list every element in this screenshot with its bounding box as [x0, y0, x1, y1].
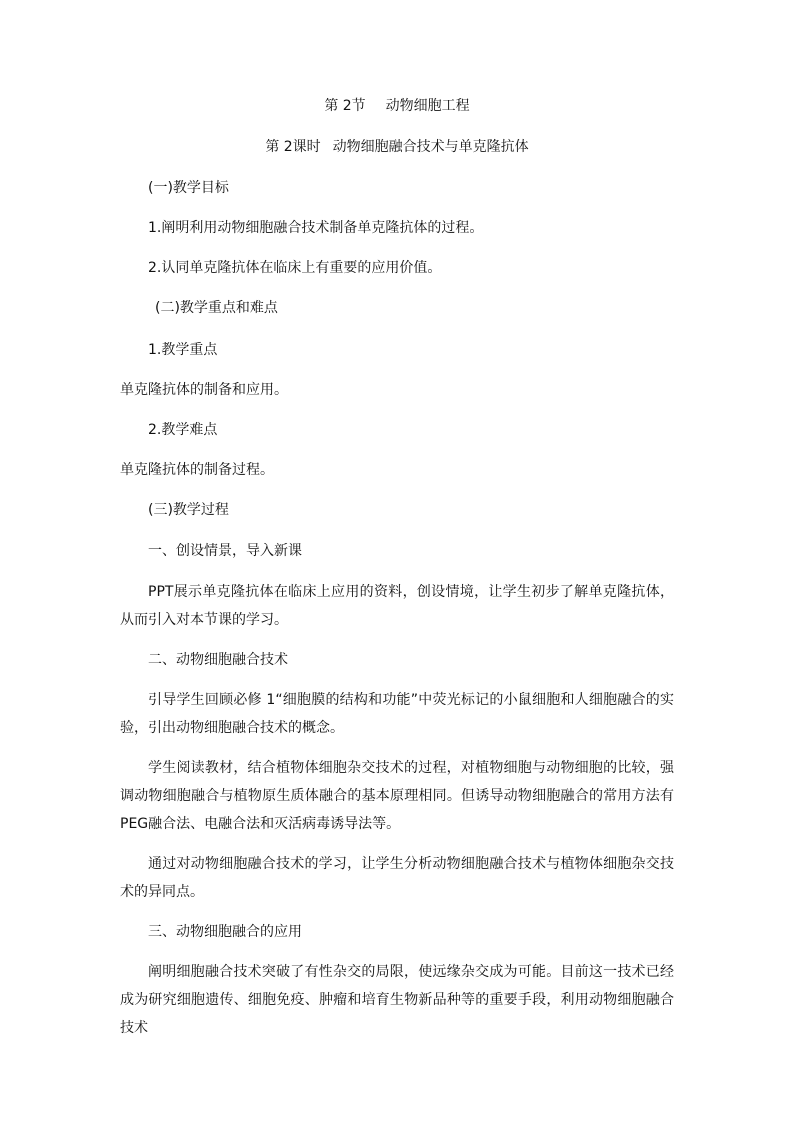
lesson-title [0, 137, 794, 157]
objective-2: 2.认同单克隆抗体在临床上有重要的应用价值。 [148, 260, 442, 276]
key-point-heading-1: 1.教学重点 [148, 342, 218, 358]
step-3-heading: 三、动物细胞融合的应用 [148, 924, 302, 940]
key-point-heading-2: 2.教学难点 [148, 422, 218, 438]
objective-1: 1.阐明利用动物细胞融合技术制备单克隆抗体的过程。 [148, 220, 484, 236]
heading-key-points: (二)教学重点和难点 [155, 300, 278, 316]
heading-objectives: (一)教学目标 [148, 180, 229, 196]
step-2-paragraph-1: 引导学生回顾必修 1“细胞膜的结构和功能”中荧光标记的小鼠细胞和人细胞融合的实验，引出动物细胞融合技术的概念。 [120, 692, 674, 736]
lesson-name: 动物细胞融合技术与单克隆抗体 [332, 139, 529, 155]
key-point-text-2: 单克隆抗体的制备过程。 [120, 462, 274, 478]
heading-process: (三)教学过程 [148, 502, 229, 518]
section-number: 第 2节 [324, 98, 366, 114]
section-name: 动物细胞工程 [385, 98, 470, 114]
lesson-number: 第 2课时 [265, 139, 321, 155]
section-title [0, 96, 794, 116]
step-1-paragraph: PPT展示单克隆抗体在临床上应用的资料，创设情境，让学生初步了解单克隆抗体，从而引入对本节课的学习。 [120, 584, 674, 628]
step-2-paragraph-3: 通过对动物细胞融合技术的学习，让学生分析动物细胞融合技术与植物体细胞杂交技术的异同点。 [120, 856, 674, 900]
step-2-paragraph-2: 学生阅读教材，结合植物体细胞杂交技术的过程，对植物细胞与动物细胞的比较，强调动物细胞融合与植物原生质体融合的基本原理相同。但诱导动物细胞融合的常用方法有 PEG融合法、电融合法和灭活病毒诱导法等。 [120, 760, 674, 832]
step-1-heading: 一、创设情景，导入新课 [148, 543, 302, 559]
key-point-text-1: 单克隆抗体的制备和应用。 [120, 382, 288, 398]
step-3-paragraph: 阐明细胞融合技术突破了有性杂交的局限，使远缘杂交成为可能。目前这一技术已经成为研究细胞遗传、细胞免疫、肿瘤和培育生物新品种等的重要手段，利用动物细胞融合技术 [120, 964, 674, 1036]
step-2-heading: 二、动物细胞融合技术 [148, 652, 288, 668]
